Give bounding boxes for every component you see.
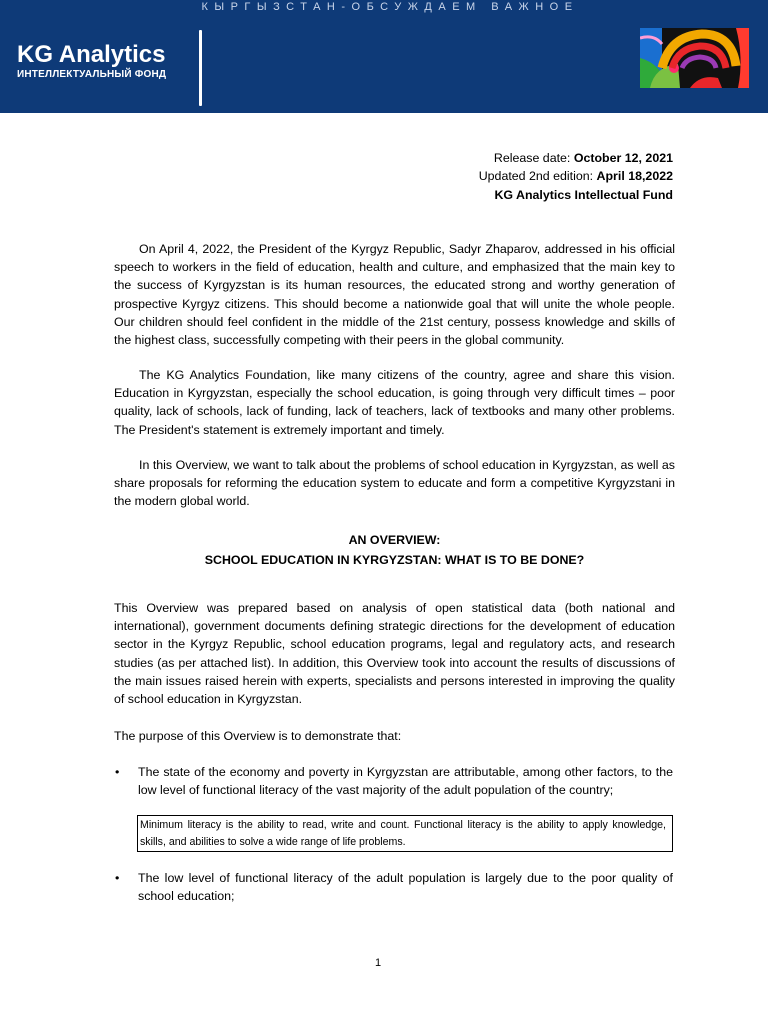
updated-edition-line: [380, 167, 673, 185]
literacy-definition-box: Minimum literacy is the ability to read, write and count. Functional literacy is the ability to apply knowledge, skills, and abilities to solve a wide range of life problems.: [137, 815, 673, 852]
brand-subtitle: ИНТЕЛЛЕКТУАЛЬНЫЙ ФОНД: [17, 69, 167, 80]
paragraph-4: This Overview was prepared based on analysis of open statistical data (both national and international), government documents defining strategic directions for the development of education sector in the Kyrgyz Republic, school education programs, legal and regulatory acts, and research studies (as per attached list). In addition, this Overview took into account the results of discussions of the main issues raised herein with experts, specialists and persons interested in improving the quality of school education in Kyrgyzstan.: [114, 601, 675, 707]
header-banner: [0, 0, 768, 113]
release-date-label: Release date:: [493, 151, 574, 165]
bullet-item-2: [115, 869, 673, 905]
brand-name: KG Analytics: [17, 41, 166, 68]
release-info: [380, 149, 673, 204]
updated-edition-value: April 18,2022: [596, 169, 673, 184]
release-org: [380, 186, 673, 204]
header-tagline: КЫРГЫЗСТАН-ОБСУЖДАЕМ ВАЖНОЕ: [201, 1, 579, 13]
paragraph-3: In this Overview, we want to talk about the problems of school education in Kyrgyzstan, as well as share proposals for reforming the education system to educate and form a competitive Kyrgyzstani in the modern global world.: [114, 458, 675, 509]
brand-block: [17, 42, 166, 81]
release-date-value: October 12, 2021: [573, 151, 673, 165]
overview-heading-line-2: SCHOOL EDUCATION IN KYRGYZSTAN: WHAT IS TO BE DONE?: [204, 553, 585, 567]
bullet-text-2: The low level of functional literacy of the adult population is largely due to the poor quality of school education;: [138, 871, 673, 904]
kg-analytics-logo-icon: [640, 28, 749, 88]
paragraph-1: On April 4, 2022, the President of the Kyrgyz Republic, Sadyr Zhaparov, addressed in his official speech to workers in the field of education, health and culture, and emphasized that the main key to the success of Kyrgyzstan is its human resources, the educated strong and worthy generation of prospective Kyrgyz citizens. This should become a nationwide goal that will unite the whole people. Our children should feel confident in the middle of the 21st century, possess knowledge and skills of the highest class, successfully competing with their peers in the global community.: [114, 242, 675, 348]
paragraph-2: The KG Analytics Foundation, like many citizens of the country, agree and share this vision. Education in Kyrgyzstan, especially the school education, is going through very difficult times – poor quality, lack of schools, lack of funding, lack of teachers, lack of textbooks and many other problems. The President's statement is extremely important and timely.: [114, 368, 675, 437]
page-number: 1: [374, 957, 382, 969]
overview-heading: [114, 530, 675, 570]
updated-edition-label: Updated 2nd edition:: [478, 169, 597, 184]
release-org-name: KG Analytics Intellectual Fund: [494, 187, 673, 202]
paragraph-5: The purpose of this Overview is to demonstrate that:: [114, 729, 402, 743]
bullet-symbol: •: [115, 871, 120, 885]
bullet-symbol: •: [115, 765, 120, 779]
overview-heading-line-1: AN OVERVIEW:: [348, 533, 441, 547]
header-divider: [199, 30, 202, 106]
bullet-text-1: The state of the economy and poverty in Kyrgyzstan are attributable, among other factors, to the low level of functional literacy of the vast majority of the adult population of the country;: [138, 765, 673, 798]
bullet-item-1: [115, 763, 673, 799]
release-date-line: [380, 149, 673, 167]
